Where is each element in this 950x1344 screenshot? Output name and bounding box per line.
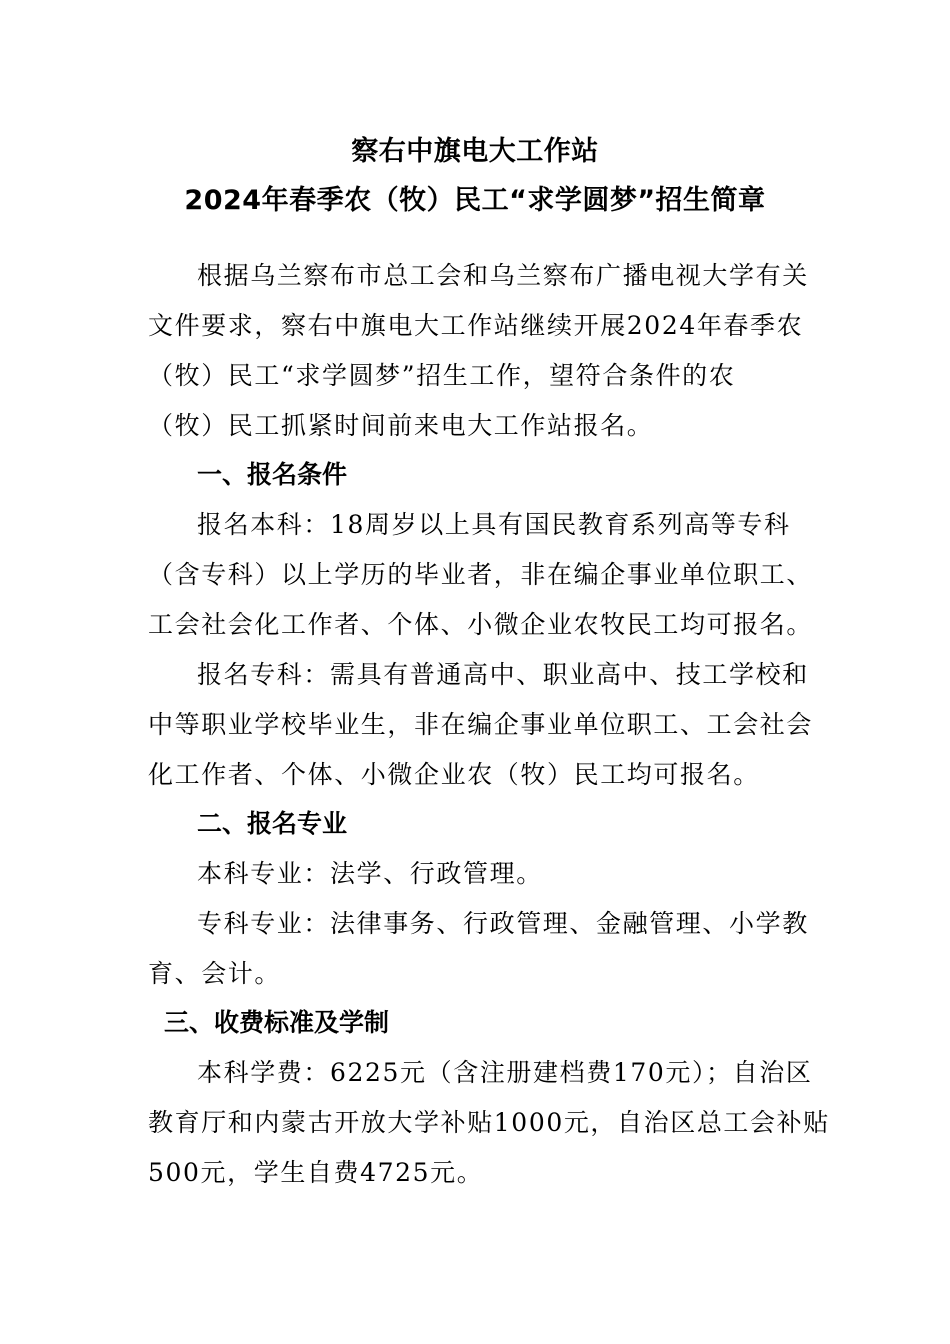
section-2-heading: 二、报名专业: [197, 809, 348, 838]
section-1-zhuanke-line-3: 化工作者、个体、小微企业农（牧）民工均可报名。: [148, 760, 760, 789]
section-3-fees-line-3: 500元，学生自费4725元。: [148, 1158, 484, 1187]
section-1-zhuanke-line-1: 报名专科：需具有普通高中、职业高中、技工学校和: [197, 660, 809, 689]
section-2-benke: 本科专业：法学、行政管理。: [197, 859, 543, 888]
section-3-heading: 三、收费标准及学制: [164, 1008, 390, 1037]
intro-line-2: 文件要求，察右中旗电大工作站继续开展2024年春季农: [148, 311, 804, 340]
section-1-benke-line-3: 工会社会化工作者、个体、小微企业农牧民工均可报名。: [148, 610, 814, 639]
section-1-benke-line-2: （含专科）以上学历的毕业者，非在编企事业单位职工、: [148, 560, 814, 589]
section-3-fees-line-1: 本科学费：6225元（含注册建档费170元）；自治区: [197, 1058, 813, 1087]
title-line-2: 2024年春季农（牧）民工“求学圆梦”招生简章: [184, 185, 766, 216]
intro-line-4: （牧）民工抓紧时间前来电大工作站报名。: [148, 411, 654, 440]
section-1-benke-line-1: 报名本科：18周岁以上具有国民教育系列高等专科: [197, 510, 791, 539]
section-1-heading: 一、报名条件: [197, 460, 348, 489]
section-3-fees-line-2: 教育厅和内蒙古开放大学补贴1000元，自治区总工会补贴: [148, 1108, 830, 1137]
title-line-1: 察右中旗电大工作站: [351, 136, 599, 167]
section-1-zhuanke-line-2: 中等职业学校毕业生，非在编企事业单位职工、工会社会: [148, 710, 814, 739]
section-2-zhuanke-line-1: 专科专业：法律事务、行政管理、金融管理、小学教: [197, 909, 809, 938]
intro-line-1: 根据乌兰察布市总工会和乌兰察布广播电视大学有关: [197, 261, 809, 290]
intro-line-3: （牧）民工“求学圆梦”招生工作，望符合条件的农: [148, 361, 736, 390]
section-2-zhuanke-line-2: 育、会计。: [148, 959, 282, 988]
